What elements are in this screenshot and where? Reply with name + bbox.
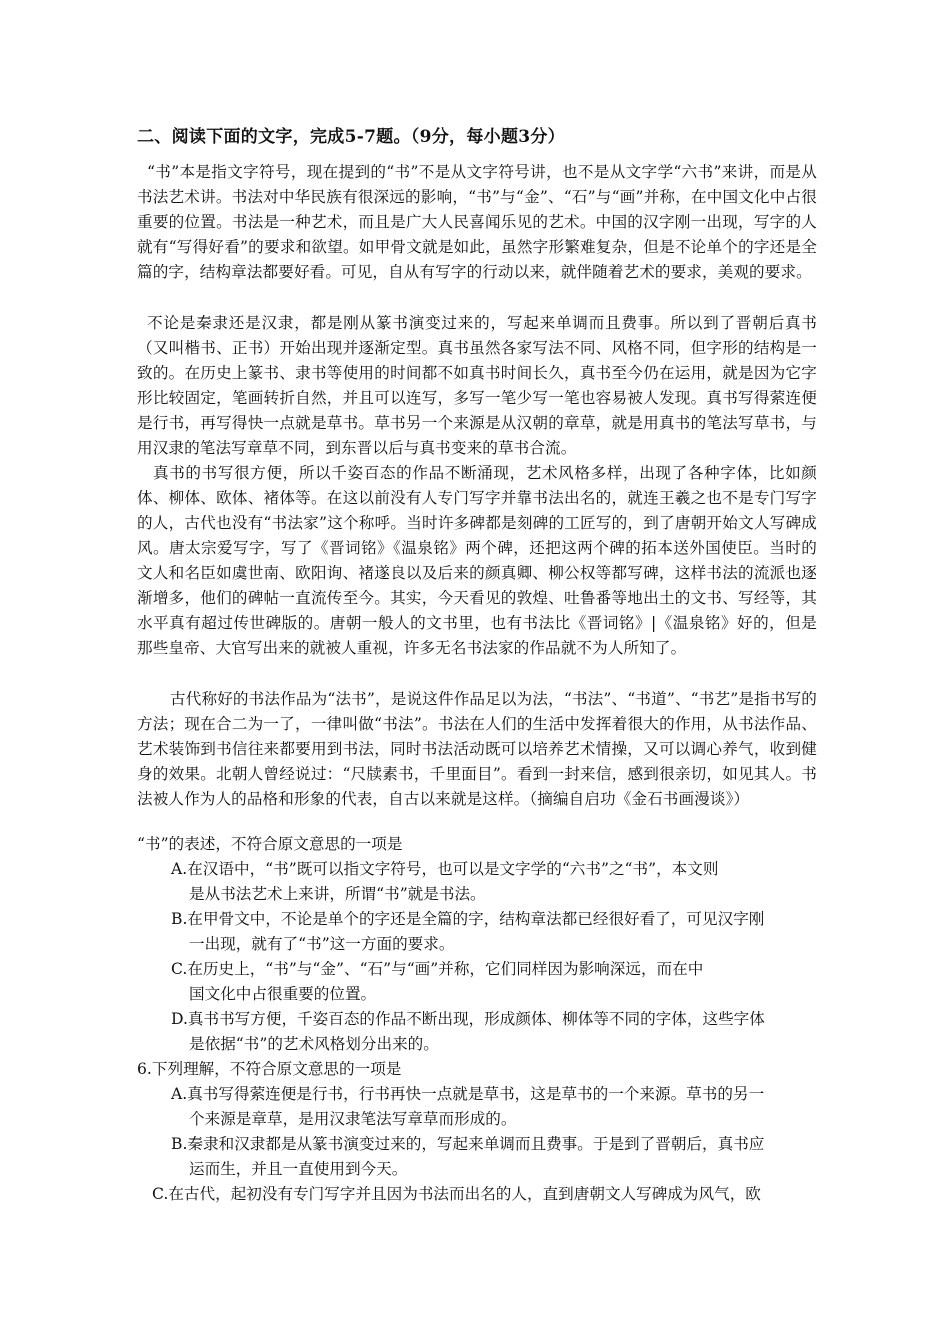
question-6-option-b	[171, 1132, 817, 1182]
option-line: 是从书法艺术上来讲，所谓“书”就是书法。	[189, 885, 486, 903]
option-line: 国文化中占很重要的位置。	[189, 985, 377, 1003]
option-line: 运而生，并且一直使用到今天。	[189, 1160, 408, 1178]
option-line: A.在汉语中，“书”既可以指文字符号，也可以是文字学的“六书”之“书”，本文则	[171, 860, 719, 878]
option-line: C.在历史上，“书”与“金”、“石”与“画”并称，它们同样因为影响深远，而在中	[171, 960, 704, 978]
paragraph-4: 古代称好的书法作品为“法书”，是说这件作品足以为法，“书法”、“书道”、“书艺”是指书写的方法；现在合二为一了，一律叫做“书法”。书法在人们的生活中发挥着很大的作用，从书法作品、艺术装饰到书信往来都要用到书法，同时书法活动既可以培养艺术情操，又可以调心养气，收到健身的效果。北朝人曾经说过：“尺牍素书，千里面目”。看到一封来信，感到很亲切，如见其人。书法被人作为人的品格和形象的代表，自古以来就是这样。（摘编自启功《金石书画漫谈》）	[137, 690, 817, 808]
option-line: D.真书书写方便，千姿百态的作品不断出现，形成颜体、柳体等不同的字体，这些字体	[171, 1010, 765, 1028]
paragraph-2: 不论是秦隶还是汉隶，都是刚从篆书演变过来的，写起来单调而且费事。所以到了晋朝后真书（又叫楷书、正书）开始出现并逐渐定型。真书虽然各家写法不同、风格不同，但字形的结构是一致的。在历史上篆书、隶书等使用的时间都不如真书时间长久，真书至今仍在运用，就是因为它字形比较固定，笔画转折自然，并且可以连写，多写一笔少写一笔也容易被人发现。真书写得萦连便是行书，再写得快一点就是草书。草书另一个来源是从汉朝的章草，就是用真书的笔法写草书，与用汉隶的笔法写章草不同，到东晋以后与真书变来的草书合流。	[137, 314, 817, 457]
option-line: A.真书写得萦连便是行书，行书再快一点就是草书，这是草书的一个来源。草书的另一	[171, 1085, 765, 1103]
option-line: B.在甲骨文中，不论是单个的字还是全篇的字，结构章法都已经很好看了，可见汉字刚	[171, 910, 765, 928]
paragraph-3: 真书的书写很方便，所以千姿百态的作品不断涌现，艺术风格多样，出现了各种字体，比如颜体、柳体、欧体、褚体等。在这以前没有人专门写字并靠书法出名的，就连王羲之也不是专门写字的人，古代也没有“书法家”这个称呼。当时许多碑都是刻碑的工匠写的，到了唐朝开始文人写碑成风。唐太宗爱写字，写了《晋词铭》《温泉铭》两个碑，还把这两个碑的拓本送外国使臣。当时的文人和名臣如虞世南、欧阳询、褚遂良以及后来的颜真卿、柳公权等都写碑，这样书法的流派也逐渐增多，他们的碑帖一直流传至今。其实，今天看见的敦煌、吐鲁番等地出土的文书、写经等，其水平真有超过传世碑版的。唐朝一般人的文书里，也有书法比《晋词铭》|《温泉铭》好的，但是那些皇帝、大官写出来的就被人重视，许多无名书法家的作品就不为人所知了。	[137, 464, 817, 657]
question-6-option-c	[152, 1182, 818, 1207]
option-line: 一出现，就有了“书”这一方面的要求。	[189, 935, 455, 953]
option-line: 是依据“书”的艺术风格划分出来的。	[189, 1035, 439, 1053]
option-line: 个来源是章草，是用汉隶笔法写章草而形成的。	[189, 1110, 517, 1128]
question-5-option-b	[171, 907, 817, 957]
option-line: B.秦隶和汉隶都是从篆书演变过来的，写起来单调而且费事。于是到了晋朝后，真书应	[171, 1135, 765, 1153]
question-6-option-a	[171, 1082, 817, 1132]
question-5-option-a	[171, 857, 817, 907]
question-5-option-d	[171, 1007, 817, 1057]
question-6-stem: 6.下列理解，不符合原文意思的一项是	[137, 1060, 402, 1078]
option-line: C.在古代，起初没有专门写字并且因为书法而出名的人，直到唐朝文人写碑成为风气，欧	[152, 1185, 761, 1203]
paragraph-1: “书”本是指文字符号，现在提到的“书”不是从文字符号讲，也不是从文字学“六书”来讲，而是从书法艺术讲。书法对中华民族有很深远的影响，“书”与“金”、“石”与“画”并称，在中国文化中占很重要的位置。书法是一种艺术，而且是广大人民喜闻乐见的艺术。中国的汉字刚一出现，写字的人就有“写得好看”的要求和欲望。如甲骨文就是如此，虽然字形繁难复杂，但是不论单个的字还是全篇的字，结构章法都要好看。可见，自从有写字的行动以来，就伴随着艺术的要求，美观的要求。	[137, 163, 817, 281]
question-5-option-c	[171, 957, 817, 1007]
section-heading: 二、阅读下面的文字，完成5-7题。（9分，每小题3分）	[137, 127, 565, 147]
question-5-stem: “书”的表述，不符合原文意思的一项是	[137, 835, 403, 853]
